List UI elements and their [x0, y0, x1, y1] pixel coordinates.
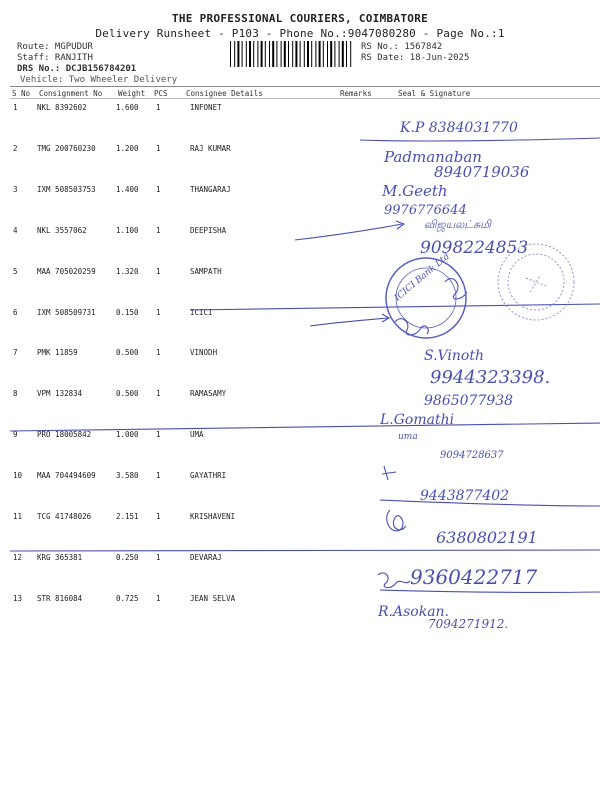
- table-row: [0, 512, 360, 522]
- table-row: [0, 594, 360, 604]
- row-weight: 0.150: [116, 308, 139, 317]
- hw-text: 9865077938: [424, 393, 514, 409]
- row-consignee: SAMPATH: [190, 267, 222, 276]
- row-consignee: THANGARAJ: [190, 185, 231, 194]
- row-weight: 1.200: [116, 144, 139, 153]
- row-weight: 1.600: [116, 103, 139, 112]
- hw-text: 9360422717: [410, 565, 538, 589]
- company-title: THE PROFESSIONAL COURIERS, COIMBATORE: [171, 12, 429, 25]
- staff-label: Staff: RANJITH: [17, 53, 93, 63]
- icici-stamp: [386, 251, 466, 338]
- row-consignee: INFONET: [190, 103, 222, 112]
- signature-scribble: [395, 319, 428, 335]
- col-pcs: PCS: [154, 89, 168, 98]
- row-pcs: 1: [156, 103, 161, 112]
- row-weight: 2.151: [116, 512, 139, 521]
- row-sno: 10: [13, 471, 23, 480]
- hw-text: 9976776644: [384, 203, 467, 218]
- row-consignee: UMA: [190, 430, 204, 439]
- row-consignment: STR 816084: [37, 594, 83, 603]
- row-consignment: TMG 200760230: [37, 144, 96, 153]
- table-row: [0, 430, 360, 440]
- row-consignee: RAMASAMY: [190, 389, 227, 398]
- table-row: [0, 267, 360, 277]
- row-sno: 12: [13, 553, 23, 562]
- row-weight: 1.320: [116, 267, 139, 276]
- pen-line: [360, 138, 600, 141]
- row-sno: 7: [13, 348, 18, 357]
- hw-text: Padmanaban: [384, 148, 482, 166]
- hw-text: R.Asokan.: [378, 604, 450, 620]
- row-pcs: 1: [156, 185, 161, 194]
- table-row: [0, 103, 360, 113]
- row-consignment: MAA 704494609: [37, 471, 96, 480]
- hw-text: uma: [398, 432, 418, 442]
- hw-text: 9944323398.: [430, 367, 551, 388]
- row-sno: 11: [13, 512, 23, 521]
- faded-stamp: [498, 244, 574, 320]
- row-consignment: MAA 705020259: [37, 267, 96, 276]
- row-pcs: 1: [156, 389, 161, 398]
- row-pcs: 1: [156, 267, 161, 276]
- row-sno: 2: [13, 144, 18, 153]
- row-consignee: JEAN SELVA: [190, 594, 236, 603]
- rs-date: RS Date: 18-Jun-2025: [361, 53, 470, 63]
- hw-text: M.Geeth: [382, 182, 448, 200]
- header-bottom-rule: [10, 98, 600, 99]
- row-weight: 3.580: [116, 471, 139, 480]
- row-consignment: NKL 8392602: [37, 103, 87, 112]
- row-pcs: 1: [156, 226, 161, 235]
- row-sno: 1: [13, 103, 18, 112]
- pen-line: [380, 590, 600, 592]
- table-row: [0, 185, 360, 195]
- row-consignee: KRISHAVENI: [190, 512, 236, 521]
- row-sno: 9: [13, 430, 18, 439]
- row-sno: 4: [13, 226, 18, 235]
- col-sno: S No: [12, 89, 31, 98]
- pen-arrow-head: [396, 221, 404, 229]
- drs-number: DRS No.: DCJB156784201: [17, 64, 137, 74]
- hw-text: 7094271912.: [428, 617, 509, 631]
- runsheet-subtitle: Delivery Runsheet - P103 - Phone No.:9047080280 - Page No.:1: [95, 27, 505, 40]
- row-consignee: RAJ KUMAR: [190, 144, 231, 153]
- row-weight: 0.725: [116, 594, 139, 603]
- row-consignment: PMK 11859: [37, 348, 78, 357]
- row-consignment: VPM 132834: [37, 389, 83, 398]
- vehicle-label: Vehicle: Two Wheeler Delivery: [20, 75, 178, 85]
- header-top-rule: [10, 86, 600, 87]
- row-weight: 0.500: [116, 389, 139, 398]
- row-pcs: 1: [156, 553, 161, 562]
- row-weight: 1.000: [116, 430, 139, 439]
- row-consignment: NKL 3557062: [37, 226, 87, 235]
- row-pcs: 1: [156, 512, 161, 521]
- row-pcs: 1: [156, 594, 161, 603]
- row-sno: 5: [13, 267, 18, 276]
- row-weight: 1.400: [116, 185, 139, 194]
- signature-scribble: [445, 279, 467, 299]
- table-row: [0, 226, 360, 236]
- row-weight: 0.250: [116, 553, 139, 562]
- route-label: Route: MGPUDUR: [17, 42, 93, 52]
- row-consignment: KRG 365381: [37, 553, 83, 562]
- hw-text: S.Vinoth: [424, 348, 484, 364]
- row-consignment: PRO 18005842: [37, 430, 92, 439]
- row-pcs: 1: [156, 471, 161, 480]
- row-consignee: DEEPISHA: [190, 226, 227, 235]
- row-consignment: IXM 508503753: [37, 185, 96, 194]
- row-consignment: TCG 41748026: [37, 512, 92, 521]
- row-consignee: GAYATHRI: [190, 471, 227, 480]
- stamp-text: ICICI Bank Ltd: [392, 251, 452, 304]
- pen-line: [10, 550, 600, 551]
- table-row: [0, 389, 360, 399]
- row-pcs: 1: [156, 144, 161, 153]
- row-sno: 6: [13, 308, 18, 317]
- row-sno: 8: [13, 389, 18, 398]
- row-pcs: 1: [156, 430, 161, 439]
- row-consignee: VINODH: [190, 348, 218, 357]
- rs-number: RS No.: 1567842: [361, 42, 443, 52]
- hw-text: L.Gomathi: [380, 412, 455, 428]
- col-remarks: Remarks: [340, 89, 372, 98]
- signature-scribble: [382, 466, 396, 480]
- table-row: [0, 553, 360, 563]
- hw-text: 8940719036: [434, 163, 530, 181]
- hw-text: 9443877402: [420, 488, 510, 504]
- pen-arrow-head: [382, 314, 389, 322]
- signature-scribble: [387, 510, 406, 531]
- hw-text: 9098224853: [420, 238, 529, 258]
- table-row: [0, 471, 360, 481]
- row-weight: 1.100: [116, 226, 139, 235]
- pen-line: [380, 500, 600, 506]
- signature-scribble: [378, 573, 410, 588]
- col-consignment: Consignment No: [39, 89, 103, 98]
- table-row: [0, 144, 360, 154]
- hw-text: 9094728637: [440, 450, 504, 461]
- col-seal-signature: Seal & Signature: [398, 89, 471, 98]
- table-row: [0, 308, 360, 318]
- row-pcs: 1: [156, 348, 161, 357]
- row-consignee: ICICI: [190, 308, 213, 317]
- col-weight: Weight: [118, 89, 146, 98]
- hw-text: விஜயலட்சுமி: [424, 218, 492, 231]
- barcode-image: [230, 41, 353, 67]
- pen-arrow: [310, 318, 388, 326]
- row-pcs: 1: [156, 308, 161, 317]
- row-weight: 0.500: [116, 348, 139, 357]
- hw-text: 6380802191: [436, 528, 538, 547]
- row-sno: 3: [13, 185, 18, 194]
- table-row: [0, 348, 360, 358]
- col-consignee: Consignee Details: [186, 89, 263, 98]
- hw-text: K.P 8384031770: [400, 120, 518, 136]
- row-consignment: IXM 508509731: [37, 308, 96, 317]
- row-sno: 13: [13, 594, 23, 603]
- row-consignee: DEVARAJ: [190, 553, 222, 562]
